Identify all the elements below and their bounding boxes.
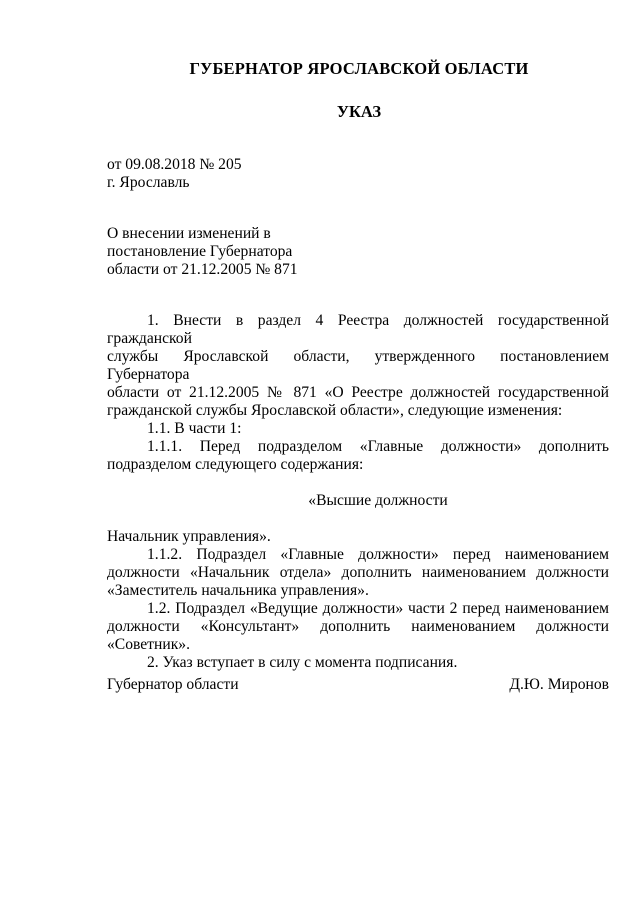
document-type-title: УКАЗ: [336, 102, 382, 121]
signatory-name: Д.Ю. Миронов: [509, 676, 609, 693]
subject-line: постановление Губернатора: [107, 243, 293, 260]
paragraph-line: 1.1.1. Перед подразделом «Главные должности» дополнить: [147, 438, 609, 455]
paragraph-line: службы Ярославской области, утвержденного постановлением Губернатора: [107, 348, 609, 383]
paragraph-line: гражданской службы Ярославской области», следующие изменения:: [107, 402, 563, 419]
subject-line: области от 21.12.2005 № 871: [107, 261, 298, 278]
subject-line: О внесении изменений в: [107, 225, 271, 242]
paragraph-line: должности «Начальник отдела» дополнить наименованием должности: [107, 564, 609, 581]
paragraph-line: области от 21.12.2005 № 871 «О Реестре должностей государственной: [107, 384, 609, 401]
signatory-position: Губернатор области: [107, 676, 239, 693]
city-line: г. Ярославль: [107, 174, 190, 191]
paragraph-1: [107, 312, 609, 420]
date-number-line: от 09.08.2018 № 205: [107, 156, 242, 173]
quoted-position-item: Начальник управления».: [107, 528, 271, 545]
authority-title: ГУБЕРНАТОР ЯРОСЛАВСКОЙ ОБЛАСТИ: [189, 59, 529, 78]
paragraph-1-1: 1.1. В части 1:: [147, 420, 242, 437]
paragraph-line: должности «Консультант» дополнить наименованием должности: [107, 618, 609, 635]
subject-block: [107, 225, 407, 279]
paragraph-1-2: [107, 600, 609, 654]
quoted-section-heading: «Высшие должности: [308, 492, 448, 509]
paragraph-line: подразделом следующего содержания:: [107, 456, 364, 473]
paragraph-line: 1. Внести в раздел 4 Реестра должностей государственной гражданской: [107, 312, 609, 347]
paragraph-line: «Советник».: [107, 636, 190, 653]
document-body: [107, 312, 609, 672]
paragraph-1-1-1: [107, 438, 609, 474]
paragraph-1-1-2: [107, 546, 609, 600]
paragraph-line: «Заместитель начальника управления».: [107, 582, 369, 599]
paragraph-line: 1.2. Подраздел «Ведущие должности» части 2 перед наименованием: [147, 600, 609, 617]
paragraph-2: 2. Указ вступает в силу с момента подписания.: [147, 654, 458, 671]
paragraph-line: 1.1.2. Подраздел «Главные должности» перед наименованием: [147, 546, 609, 563]
